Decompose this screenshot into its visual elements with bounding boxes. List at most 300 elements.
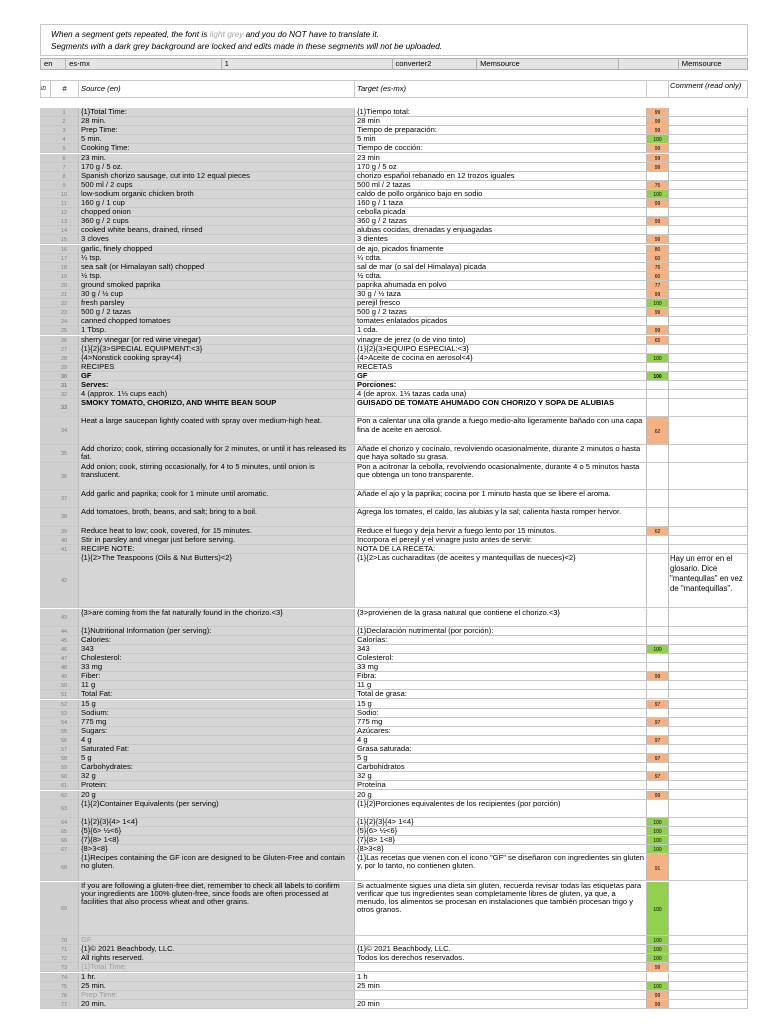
- comment-cell: [668, 163, 748, 172]
- comment-cell: [668, 172, 748, 181]
- target-text[interactable]: {1}Las recetas que vienen con el ícono "GF" se diseñaron con ingredientes sin gluten y, por lo tanto, no contienen gluten.: [354, 854, 646, 881]
- comment-cell: [668, 208, 748, 217]
- match-score: 97: [646, 736, 668, 745]
- match-score: 99: [646, 326, 668, 335]
- id-header: ID: [40, 80, 50, 98]
- lock-cell: [40, 663, 50, 672]
- lock-cell: [40, 399, 50, 417]
- table-header: [40, 80, 748, 98]
- comment-cell: [668, 854, 748, 881]
- comment-cell: [668, 945, 748, 954]
- lock-cell: [40, 645, 50, 654]
- target-text[interactable]: Calorías:: [354, 636, 646, 645]
- comment-cell: [668, 290, 748, 299]
- target-text[interactable]: Si actualmente sigues una dieta sin gluten, recuerda revisar todas las etiquetas para verificar que tus ingredientes sean completamente libres de gluten, ya que, a menudo, los alimentos se procesan en instalaciones que también procesan trigo y otros granos.: [354, 882, 646, 937]
- lock-cell: [40, 527, 50, 536]
- target-text[interactable]: {1}Declaración nutrimental (por porción):: [354, 627, 646, 636]
- lock-cell: [40, 490, 50, 508]
- target-text[interactable]: [354, 991, 646, 1000]
- target-text[interactable]: Colesterol:: [354, 654, 646, 663]
- match-score: 97: [646, 700, 668, 709]
- segment-row: [40, 163, 748, 172]
- target-text[interactable]: {4>Aceite de cocina en aerosol<4}: [354, 354, 646, 363]
- segment-row: [40, 672, 748, 681]
- target-text[interactable]: Incorpora el perejil y el vinagre justo antes de servir.: [354, 536, 646, 545]
- segment-number: 55: [50, 727, 78, 736]
- lock-cell: [40, 982, 50, 991]
- comment-cell: [668, 281, 748, 290]
- segment-row: [40, 645, 748, 654]
- match-score: 60: [646, 254, 668, 263]
- target-text[interactable]: paprika ahumada en polvo: [354, 281, 646, 290]
- target-text[interactable]: Sodio:: [354, 709, 646, 718]
- match-score: [646, 973, 668, 982]
- segment-row: [40, 135, 748, 144]
- match-score: 91: [646, 854, 668, 881]
- segment-row: [40, 527, 748, 536]
- target-text[interactable]: alubias cocidas, drenadas y enjuagadas: [354, 226, 646, 235]
- segment-number: 31: [50, 381, 78, 390]
- target-text[interactable]: Todos los derechos reservados.: [354, 954, 646, 963]
- lock-cell: [40, 845, 50, 854]
- segment-row: [40, 308, 748, 317]
- lock-cell: [40, 882, 50, 937]
- segment-row: [40, 854, 748, 881]
- source-text: Carbohydrates:: [78, 763, 354, 772]
- comment-cell: Hay un error en el glosario. Dice "mantequllas" en vez de "mantequillas".: [668, 554, 748, 609]
- segment-number: 38: [50, 508, 78, 526]
- lock-cell: [40, 727, 50, 736]
- match-score: 62: [646, 417, 668, 444]
- segment-row: [40, 445, 748, 463]
- notice-line-1: [51, 28, 747, 40]
- target-text[interactable]: ¼ cdta.: [354, 254, 646, 263]
- segment-row: [40, 800, 748, 818]
- segment-number: 51: [50, 690, 78, 699]
- source-text: RECIPE NOTE:: [78, 545, 354, 554]
- comment-cell: [668, 326, 748, 335]
- target-header: Target (es-mx): [354, 80, 646, 98]
- match-score: 100: [646, 372, 668, 381]
- comment-cell: [668, 845, 748, 854]
- segment-row: [40, 290, 748, 299]
- match-score: 77: [646, 281, 668, 290]
- target-text[interactable]: 32 g: [354, 772, 646, 781]
- segment-number: 49: [50, 672, 78, 681]
- comment-cell: [668, 108, 748, 117]
- lock-cell: [40, 609, 50, 627]
- source-text: sherry vinegar (or red wine vinegar): [78, 336, 354, 345]
- source-text: 28 min.: [78, 117, 354, 126]
- match-score: [646, 536, 668, 545]
- lock-cell: [40, 417, 50, 444]
- source-text: Cholesterol:: [78, 654, 354, 663]
- segment-row: [40, 882, 748, 937]
- match-score: [646, 781, 668, 790]
- comment-cell: [668, 954, 748, 963]
- source-text: All rights reserved.: [78, 954, 354, 963]
- target-text[interactable]: 775 mg: [354, 718, 646, 727]
- segment-number: 33: [50, 399, 78, 417]
- target-text[interactable]: {3>provienen de la grasa natural que contiene el chorizo.<3}: [354, 609, 646, 627]
- segment-row: [40, 508, 748, 526]
- lock-cell: [40, 263, 50, 272]
- segment-row: [40, 490, 748, 508]
- target-text[interactable]: 11 g: [354, 681, 646, 690]
- comment-cell: [668, 217, 748, 226]
- comment-cell: [668, 308, 748, 317]
- source-text: Add onion; cook, stirring occasionally, for 4 to 5 minutes, until onion is translucent.: [78, 463, 354, 490]
- match-score: 75: [646, 181, 668, 190]
- target-text[interactable]: {1}{2}Porciones equivalentes de los recipientes (por porción): [354, 800, 646, 818]
- lock-cell: [40, 381, 50, 390]
- comment-cell: [668, 963, 748, 972]
- segment-number: 58: [50, 754, 78, 763]
- comment-cell: [668, 745, 748, 754]
- source-text: {1}Recipes containing the GF icon are designed to be Gluten-Free and contain no gluten.: [78, 854, 354, 881]
- lock-cell: [40, 763, 50, 772]
- segment-number: 77: [50, 1000, 78, 1009]
- target-text[interactable]: Pon a acitronar la cebolla, revolviendo ocasionalmente, durante 4 o 5 minutos hasta que obtenga un tono transparente.: [354, 463, 646, 490]
- target-text[interactable]: GF: [354, 372, 646, 381]
- lock-cell: [40, 827, 50, 836]
- source-text: Sodium:: [78, 709, 354, 718]
- segment-number: 50: [50, 681, 78, 690]
- target-text[interactable]: 15 g: [354, 700, 646, 709]
- comment-cell: [668, 117, 748, 126]
- comment-cell: [668, 754, 748, 763]
- target-text[interactable]: 500 g / 2 tazas: [354, 308, 646, 317]
- match-score: [646, 226, 668, 235]
- target-text[interactable]: 1 cda.: [354, 326, 646, 335]
- comment-cell: [668, 936, 748, 945]
- segment-number: 48: [50, 663, 78, 672]
- comment-cell: [668, 490, 748, 508]
- match-score: 80: [646, 245, 668, 254]
- segment-row: [40, 973, 748, 982]
- segment-row: [40, 226, 748, 235]
- segment-row: [40, 326, 748, 335]
- match-score: 100: [646, 190, 668, 199]
- lock-cell: [40, 190, 50, 199]
- lock-cell: [40, 254, 50, 263]
- target-text[interactable]: 20 min: [354, 1000, 646, 1009]
- lock-cell: [40, 390, 50, 399]
- converter-name: converter2: [393, 59, 478, 69]
- target-text[interactable]: Grasa saturada:: [354, 745, 646, 754]
- comment-cell: [668, 399, 748, 417]
- segment-number: 11: [50, 199, 78, 208]
- target-text[interactable]: 343: [354, 645, 646, 654]
- target-text[interactable]: caldo de pollo orgánico bajo en sodio: [354, 190, 646, 199]
- segment-row: [40, 299, 748, 308]
- source-text: 3 cloves: [78, 235, 354, 244]
- target-text[interactable]: 28 min: [354, 117, 646, 126]
- segment-number: 20: [50, 281, 78, 290]
- segment-number: 24: [50, 317, 78, 326]
- match-header: [646, 80, 668, 98]
- target-text[interactable]: 30 g / ½ taza: [354, 290, 646, 299]
- segment-number: 35: [50, 445, 78, 463]
- target-text[interactable]: {1}{2>Las cucharaditas (de aceites y mantequillas de nueces)<2}: [354, 554, 646, 609]
- lock-cell: [40, 117, 50, 126]
- target-text[interactable]: {1}{2}{3>EQUIPO ESPECIAL:<3}: [354, 345, 646, 354]
- match-score: [646, 636, 668, 645]
- target-text[interactable]: {1}{2}{3}{4> 1<4}: [354, 818, 646, 827]
- lock-cell: [40, 272, 50, 281]
- segment-number: 25: [50, 326, 78, 335]
- segment-number: 4: [50, 135, 78, 144]
- target-text[interactable]: {5}{6> ½<6}: [354, 827, 646, 836]
- target-text[interactable]: 1 h: [354, 973, 646, 982]
- segment-row: [40, 827, 748, 836]
- segment-number: 69: [50, 882, 78, 937]
- target-text[interactable]: 25 min: [354, 982, 646, 991]
- segment-row: [40, 363, 748, 372]
- instructions-notice: [40, 24, 748, 56]
- segment-row: [40, 126, 748, 135]
- source-text: 25 min.: [78, 982, 354, 991]
- lock-cell: [40, 690, 50, 699]
- source-text: sea salt (or Himalayan salt) chopped: [78, 263, 354, 272]
- segment-number: 5: [50, 144, 78, 153]
- comment-cell: [668, 354, 748, 363]
- target-text[interactable]: Proteína: [354, 781, 646, 790]
- target-text[interactable]: [354, 963, 646, 972]
- source-text: {5}{6> ½<6}: [78, 827, 354, 836]
- segment-number: 15: [50, 235, 78, 244]
- target-text[interactable]: 500 ml / 2 tazas: [354, 181, 646, 190]
- target-text[interactable]: 33 mg: [354, 663, 646, 672]
- match-score: 99: [646, 117, 668, 126]
- match-score: 99: [646, 217, 668, 226]
- source-text: 15 g: [78, 700, 354, 709]
- target-text[interactable]: perejil fresco: [354, 299, 646, 308]
- comment-cell: [668, 317, 748, 326]
- source-text: canned chopped tomatoes: [78, 317, 354, 326]
- target-text[interactable]: 23 min: [354, 154, 646, 163]
- source-text: {8>3<8}: [78, 845, 354, 854]
- segment-number: 23: [50, 308, 78, 317]
- target-text[interactable]: {1}© 2021 Beachbody, LLC.: [354, 945, 646, 954]
- target-text[interactable]: {8>3<8}: [354, 845, 646, 854]
- target-text[interactable]: chorizo español rebanado en 12 trozos iguales: [354, 172, 646, 181]
- segment-number: 3: [50, 126, 78, 135]
- segment-row: [40, 317, 748, 326]
- segment-number: 41: [50, 545, 78, 554]
- target-text[interactable]: 170 g / 5 oz: [354, 163, 646, 172]
- target-text[interactable]: Pon a calentar una olla grande a fuego medio-alto ligeramente bañado con una capa fina de aceite en aerosol.: [354, 417, 646, 444]
- segment-number: 17: [50, 254, 78, 263]
- target-text[interactable]: tomates enlatados picados: [354, 317, 646, 326]
- match-score: 100: [646, 299, 668, 308]
- source-text: 1 hr.: [78, 973, 354, 982]
- comment-cell: [668, 718, 748, 727]
- comment-cell: [668, 663, 748, 672]
- segment-number: 64: [50, 818, 78, 827]
- target-text[interactable]: 4 (de aprox. 1⅓ tazas cada una): [354, 390, 646, 399]
- source-text: RECIPES: [78, 363, 354, 372]
- source-text: 500 ml / 2 cups: [78, 181, 354, 190]
- comment-cell: [668, 135, 748, 144]
- segment-row: [40, 345, 748, 354]
- source-text: 20 g: [78, 791, 354, 800]
- target-text[interactable]: Carbohidratos: [354, 763, 646, 772]
- file-meta-row: [40, 58, 748, 70]
- source-text: fresh parsley: [78, 299, 354, 308]
- comment-cell: [668, 636, 748, 645]
- source-header: Source (en): [78, 80, 354, 98]
- match-score: [646, 508, 668, 526]
- target-text[interactable]: Tiempo de preparación:: [354, 126, 646, 135]
- segment-number: 59: [50, 763, 78, 772]
- lock-cell: [40, 854, 50, 881]
- target-text[interactable]: {1}Tiempo total:: [354, 108, 646, 117]
- segment-row: [40, 836, 748, 845]
- segment-row: [40, 627, 748, 636]
- source-text: 11 g: [78, 681, 354, 690]
- source-text: {1}Nutritional Information (per serving):: [78, 627, 354, 636]
- match-score: 99: [646, 144, 668, 153]
- comment-cell: [668, 791, 748, 800]
- comment-cell: [668, 690, 748, 699]
- target-text[interactable]: GUISADO DE TOMATE AHUMADO CON CHORIZO Y SOPA DE ALUBIAS: [354, 399, 646, 417]
- lock-cell: [40, 126, 50, 135]
- lock-cell: [40, 772, 50, 781]
- segment-number: 56: [50, 736, 78, 745]
- source-text: 30 g / ½ cup: [78, 290, 354, 299]
- comment-cell: [668, 508, 748, 526]
- segment-number: 37: [50, 490, 78, 508]
- segment-number: 8: [50, 172, 78, 181]
- source-text: 5 g: [78, 754, 354, 763]
- target-language: es-mx: [66, 59, 222, 69]
- match-score: [646, 490, 668, 508]
- target-text[interactable]: 20 g: [354, 791, 646, 800]
- segment-number: 43: [50, 609, 78, 627]
- source-text: {1}{2}Container Equivalents (per serving): [78, 800, 354, 818]
- spacer-cell: [619, 59, 679, 69]
- target-text[interactable]: 4 g: [354, 736, 646, 745]
- segment-number: 36: [50, 463, 78, 490]
- comment-cell: [668, 226, 748, 235]
- lock-cell: [40, 181, 50, 190]
- target-text[interactable]: 5 min: [354, 135, 646, 144]
- segment-number: 75: [50, 982, 78, 991]
- lock-cell: [40, 973, 50, 982]
- source-text: 170 g / 5 oz.: [78, 163, 354, 172]
- comment-cell: [668, 645, 748, 654]
- segment-number: 28: [50, 354, 78, 363]
- match-score: 100: [646, 936, 668, 945]
- target-text[interactable]: RECETAS: [354, 363, 646, 372]
- lock-cell: [40, 627, 50, 636]
- segment-number: 16: [50, 245, 78, 254]
- comment-cell: [668, 1000, 748, 1009]
- comment-cell: [668, 154, 748, 163]
- lock-cell: [40, 818, 50, 827]
- target-text[interactable]: 360 g / 2 tazas: [354, 217, 646, 226]
- target-text[interactable]: Reduce el fuego y deja hervir a fuego lento por 15 minutos.: [354, 527, 646, 536]
- target-text[interactable]: Tiempo de cocción:: [354, 144, 646, 153]
- comment-cell: [668, 545, 748, 554]
- source-text: Cooking Time:: [78, 144, 354, 153]
- match-score: [646, 609, 668, 627]
- target-text[interactable]: Azúcares:: [354, 727, 646, 736]
- segment-row: [40, 954, 748, 963]
- tool-name: Memsource: [477, 59, 619, 69]
- match-score: [646, 800, 668, 818]
- source-text: Spanish chorizo sausage, cut into 12 equal pieces: [78, 172, 354, 181]
- match-score: 99: [646, 235, 668, 244]
- comment-cell: [668, 126, 748, 135]
- target-text[interactable]: 160 g / 1 taza: [354, 199, 646, 208]
- lock-cell: [40, 299, 50, 308]
- target-text[interactable]: Fibra:: [354, 672, 646, 681]
- comment-cell: [668, 709, 748, 718]
- target-text[interactable]: 3 dientes: [354, 235, 646, 244]
- segment-number: 44: [50, 627, 78, 636]
- segment-number: 13: [50, 217, 78, 226]
- match-score: [646, 445, 668, 463]
- segment-row: [40, 381, 748, 390]
- segment-row: [40, 781, 748, 790]
- target-text[interactable]: sal de mar (o sal del Himalaya) picada: [354, 263, 646, 272]
- match-score: [646, 172, 668, 181]
- target-text[interactable]: Agrega los tomates, el caldo, las alubias y la sal; calienta hasta romper hervor.: [354, 508, 646, 526]
- segment-number: 52: [50, 700, 78, 709]
- source-text: {7}{8> 1<8}: [78, 836, 354, 845]
- target-text[interactable]: de ajo, picados finamente: [354, 245, 646, 254]
- match-score: 99: [646, 154, 668, 163]
- segment-row: [40, 654, 748, 663]
- target-text[interactable]: vinagre de jerez (o de vino tinto): [354, 336, 646, 345]
- lock-cell: [40, 681, 50, 690]
- segment-number: 27: [50, 345, 78, 354]
- segment-number: 76: [50, 991, 78, 1000]
- target-text[interactable]: 5 g: [354, 754, 646, 763]
- target-text[interactable]: Añade el ajo y la paprika; cocina por 1 minuto hasta que se libere el aroma.: [354, 490, 646, 508]
- segment-row: [40, 818, 748, 827]
- lock-cell: [40, 235, 50, 244]
- segment-number: 10: [50, 190, 78, 199]
- lock-cell: [40, 217, 50, 226]
- lock-cell: [40, 754, 50, 763]
- segment-number: 32: [50, 390, 78, 399]
- target-text[interactable]: Añade el chorizo y cocínalo, revolviendo ocasionalmente, durante 2 minutos o hasta que haya soltado su grasa.: [354, 445, 646, 463]
- target-text[interactable]: [354, 936, 646, 945]
- comment-cell: [668, 144, 748, 153]
- comment-cell: [668, 381, 748, 390]
- match-score: 100: [646, 818, 668, 827]
- target-text[interactable]: Total de grasa:: [354, 690, 646, 699]
- target-text[interactable]: Porciones:: [354, 381, 646, 390]
- source-text: chopped onion: [78, 208, 354, 217]
- comment-cell: [668, 417, 748, 444]
- comment-cell: [668, 654, 748, 663]
- match-score: [646, 363, 668, 372]
- comment-cell: [668, 445, 748, 463]
- match-score: [646, 681, 668, 690]
- segment-row: [40, 554, 748, 609]
- source-text: 4 (approx. 1⅓ cups each): [78, 390, 354, 399]
- target-text[interactable]: NOTA DE LA RECETA:: [354, 545, 646, 554]
- target-text[interactable]: {7}{8> 1<8}: [354, 836, 646, 845]
- target-text[interactable]: ½ cdta.: [354, 272, 646, 281]
- source-text: {1}{2}{3}{4> 1<4}: [78, 818, 354, 827]
- match-score: [646, 627, 668, 636]
- target-text[interactable]: cebolla picada: [354, 208, 646, 217]
